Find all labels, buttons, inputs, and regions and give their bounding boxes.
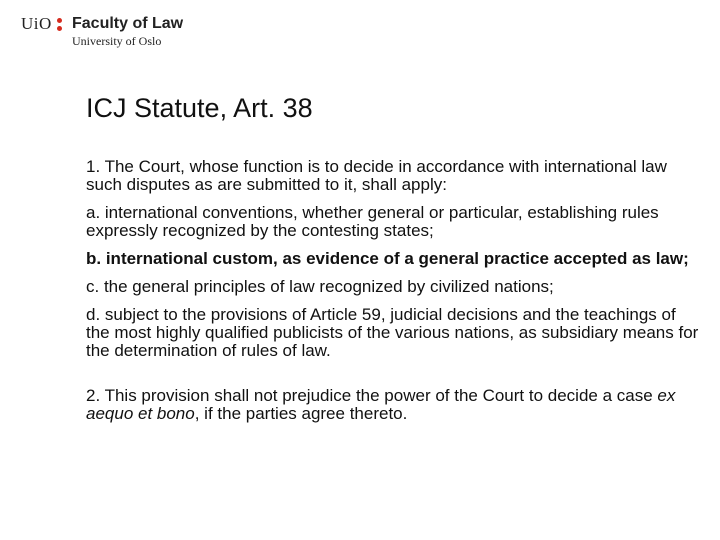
paragraph-2-italic: ex aequo et bono bbox=[86, 386, 676, 423]
slide-title: ICJ Statute, Art. 38 bbox=[86, 93, 313, 123]
paragraph-2-end: , if the parties agree thereto. bbox=[194, 404, 408, 423]
slide-body bbox=[86, 158, 701, 433]
logo-dots-icon bbox=[57, 18, 65, 32]
uio-wordmark: UiO bbox=[21, 14, 52, 33]
item-b: b. international custom, as evidence of a general practice accepted as law; bbox=[86, 249, 689, 268]
paragraph-2 bbox=[86, 387, 701, 423]
item-c: c. the general principles of law recognized by civilized nations; bbox=[86, 277, 554, 296]
paragraph-2-text: 2. This provision shall not prejudice the power of the Court to decide a case bbox=[86, 386, 658, 405]
faculty-name: Faculty of Law bbox=[72, 15, 184, 32]
paragraph-1: 1. The Court, whose function is to decide in accordance with international law such disputes as are submitted to it, shall apply: bbox=[86, 157, 667, 194]
item-d: d. subject to the provisions of Article 59, judicial decisions and the teachings of the most highly qualified publicists of the various nations, as subsidiary means for the determination of rules of law. bbox=[86, 305, 699, 360]
item-a: a. international conventions, whether general or particular, establishing rules expressly recognized by the contesting states; bbox=[86, 203, 659, 240]
university-name: University of Oslo bbox=[72, 34, 162, 48]
